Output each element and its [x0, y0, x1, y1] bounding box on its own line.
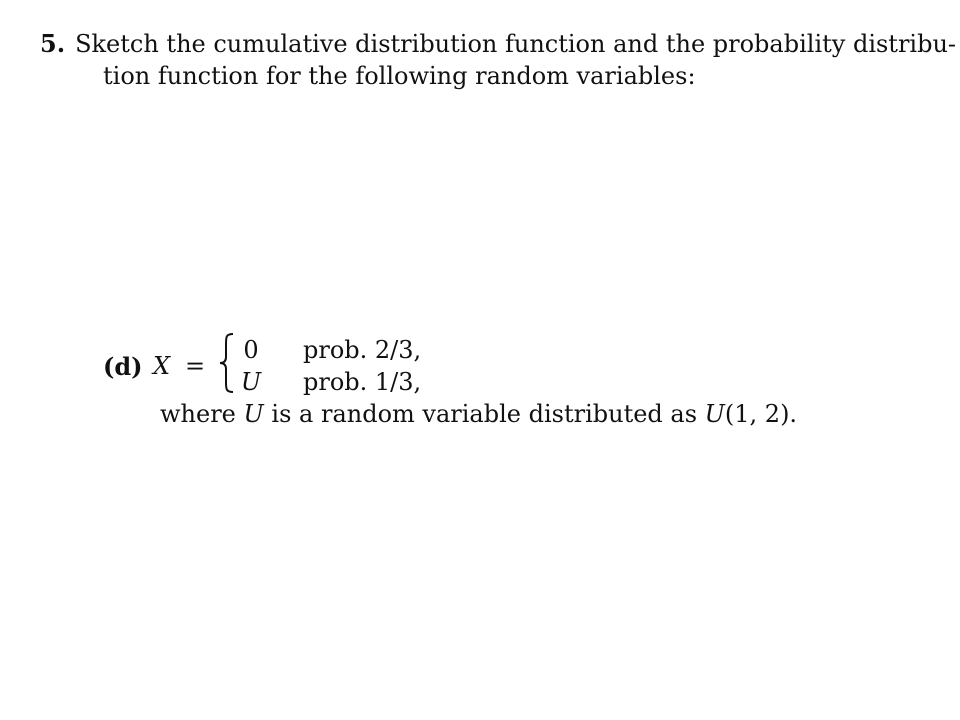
- part-d: [103, 330, 863, 440]
- problem-line-1: [40, 28, 957, 60]
- random-variable-x: X: [153, 352, 171, 380]
- part-d-label: (d): [103, 352, 143, 381]
- where-prefix: where: [160, 400, 236, 428]
- problem-text-line-2: tion function for the following random variables:: [103, 62, 696, 90]
- where-clause: [160, 400, 797, 428]
- equals-sign: =: [185, 352, 206, 380]
- where-variable: U: [243, 400, 264, 428]
- case-condition-1: prob. 2/3,: [303, 336, 422, 364]
- where-middle: is a random variable distributed as: [271, 400, 698, 428]
- problem-statement: [40, 28, 957, 92]
- problem-number: 5.: [40, 29, 66, 58]
- distribution-params: (1, 2).: [724, 400, 798, 428]
- problem-text-line-1: Sketch the cumulative distribution function and the probability distribu-: [75, 30, 957, 58]
- left-brace-icon: [217, 332, 237, 394]
- case-value-1: 0: [243, 336, 259, 364]
- case-value-2: U: [240, 368, 262, 396]
- case-condition-2: prob. 1/3,: [303, 368, 422, 396]
- distribution-symbol: U: [704, 400, 725, 428]
